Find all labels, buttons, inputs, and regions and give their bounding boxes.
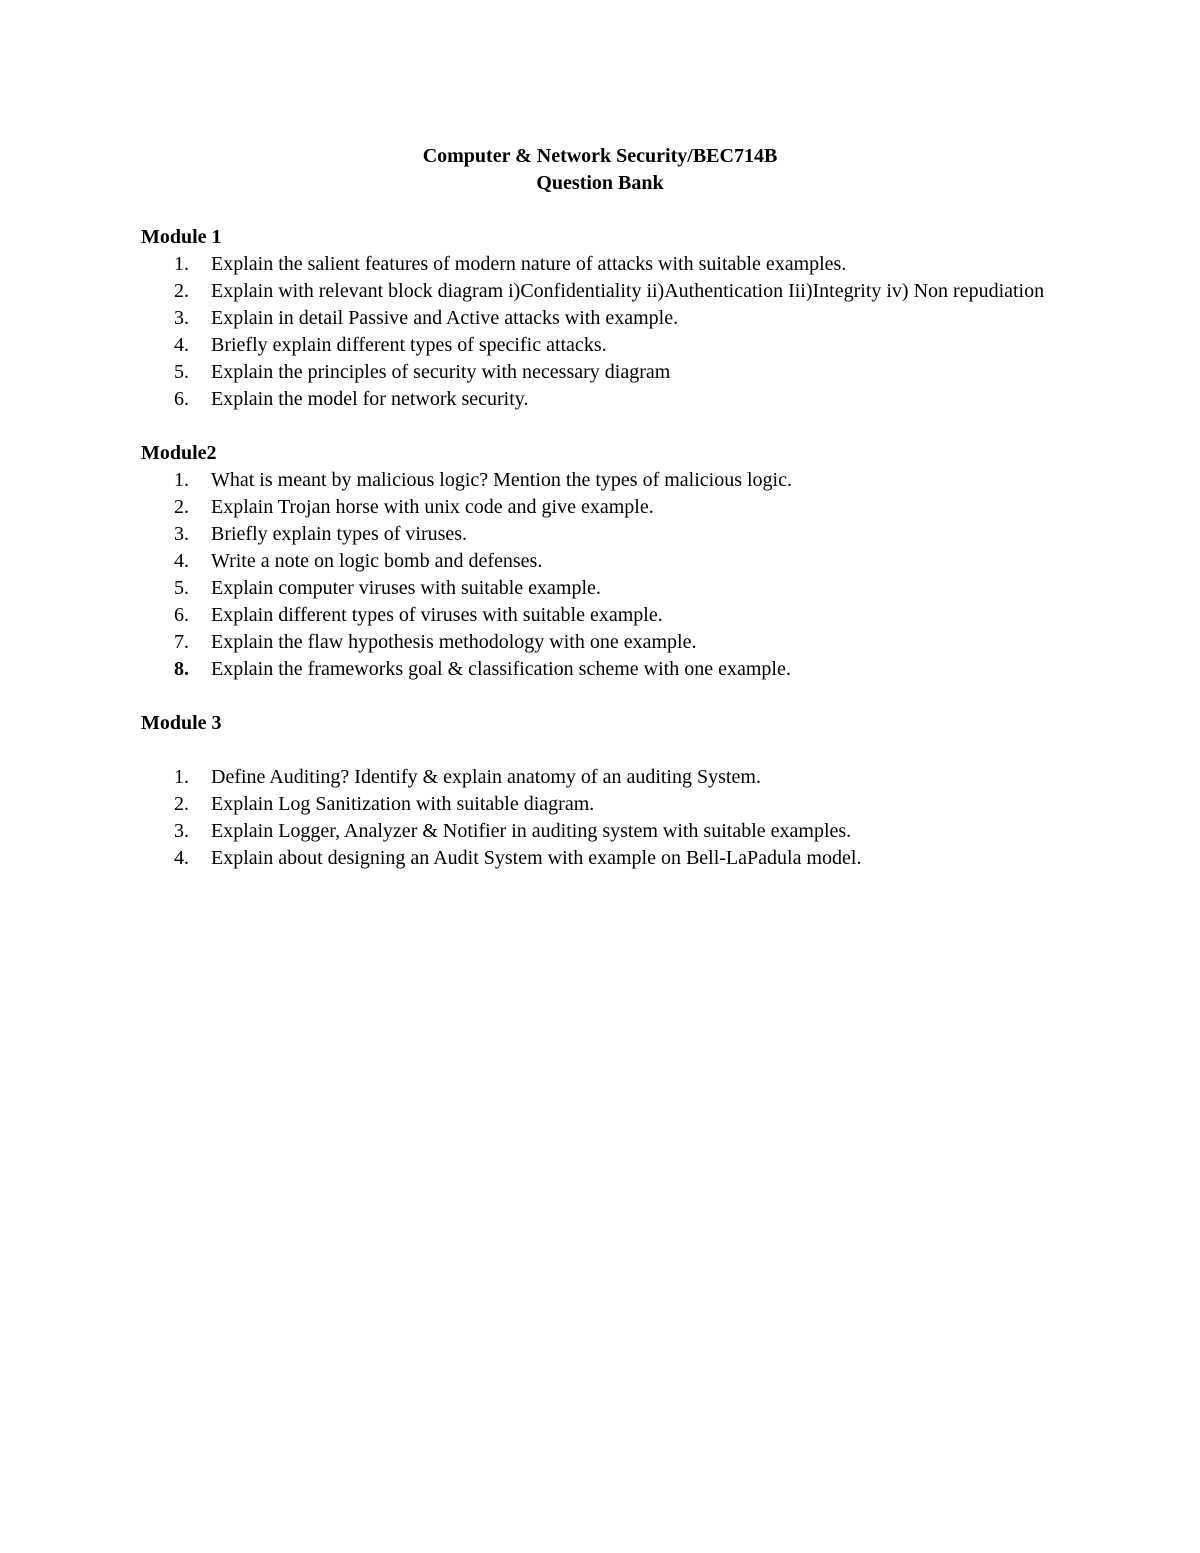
question-text: Explain in detail Passive and Active attacks with example. (211, 307, 679, 329)
question-text: Write a note on logic bomb and defenses. (211, 550, 543, 572)
question-list (141, 467, 1059, 683)
question-number: 3. (174, 820, 189, 842)
question-number: 5. (174, 361, 189, 383)
question-number: 4. (174, 550, 189, 572)
document-subtitle: Question Bank (536, 172, 664, 194)
question-item (141, 467, 1059, 494)
question-item (141, 332, 1059, 359)
question-item (141, 251, 1059, 278)
question-text: Explain Trojan horse with unix code and give example. (211, 496, 654, 518)
question-text: Explain the flaw hypothesis methodology with one example. (211, 631, 697, 653)
question-number: 4. (174, 847, 189, 869)
question-item (141, 386, 1059, 413)
question-list (141, 251, 1059, 413)
question-item (141, 764, 1059, 791)
question-text: Explain Logger, Analyzer & Notifier in auditing system with suitable examples. (211, 820, 852, 842)
question-item (141, 575, 1059, 602)
question-text: Briefly explain different types of specific attacks. (211, 334, 607, 356)
question-item (141, 629, 1059, 656)
question-text: Explain the model for network security. (211, 388, 529, 410)
module-list (141, 224, 1059, 872)
question-number: 7. (174, 631, 189, 653)
question-number: 8. (174, 658, 189, 680)
question-item (141, 602, 1059, 629)
question-number: 6. (174, 604, 189, 626)
question-number: 1. (174, 766, 189, 788)
question-item (141, 494, 1059, 521)
question-number: 5. (174, 577, 189, 599)
question-item (141, 548, 1059, 575)
document-page (141, 143, 1059, 872)
question-item (141, 359, 1059, 386)
question-number: 2. (174, 793, 189, 815)
question-text: Explain computer viruses with suitable example. (211, 577, 601, 599)
question-number: 2. (174, 280, 189, 302)
question-number: 6. (174, 388, 189, 410)
question-item (141, 791, 1059, 818)
module-heading: Module 1 (141, 226, 222, 248)
question-text: Explain the salient features of modern nature of attacks with suitable examples. (211, 253, 847, 275)
question-text: What is meant by malicious logic? Mention the types of malicious logic. (211, 469, 792, 491)
document-title: Computer & Network Security/BEC714B (422, 145, 778, 167)
module-section (141, 224, 1059, 440)
question-number: 3. (174, 307, 189, 329)
module-heading: Module2 (141, 442, 217, 464)
question-text: Explain the principles of security with necessary diagram (211, 361, 671, 383)
question-item (141, 305, 1059, 332)
question-item (141, 845, 1059, 872)
question-text: Define Auditing? Identify & explain anatomy of an auditing System. (211, 766, 761, 788)
question-item (141, 818, 1059, 845)
question-item (141, 521, 1059, 548)
question-item (141, 656, 1059, 683)
question-text: Explain with relevant block diagram i)Confidentiality ii)Authentication Iii)Integrity iv) Non repudiation (211, 280, 1045, 302)
question-number: 3. (174, 523, 189, 545)
question-number: 1. (174, 253, 189, 275)
question-number: 2. (174, 496, 189, 518)
question-text: Explain the frameworks goal & classification scheme with one example. (211, 658, 791, 680)
question-text: Briefly explain types of viruses. (211, 523, 468, 545)
question-text: Explain Log Sanitization with suitable diagram. (211, 793, 595, 815)
question-text: Explain about designing an Audit System with example on Bell-LaPadula model. (211, 847, 862, 869)
question-number: 1. (174, 469, 189, 491)
module-section (141, 440, 1059, 710)
question-item (141, 278, 1059, 305)
module-section (141, 710, 1059, 872)
question-text: Explain different types of viruses with suitable example. (211, 604, 663, 626)
question-number: 4. (174, 334, 189, 356)
module-heading: Module 3 (141, 712, 222, 734)
question-list (141, 764, 1059, 872)
